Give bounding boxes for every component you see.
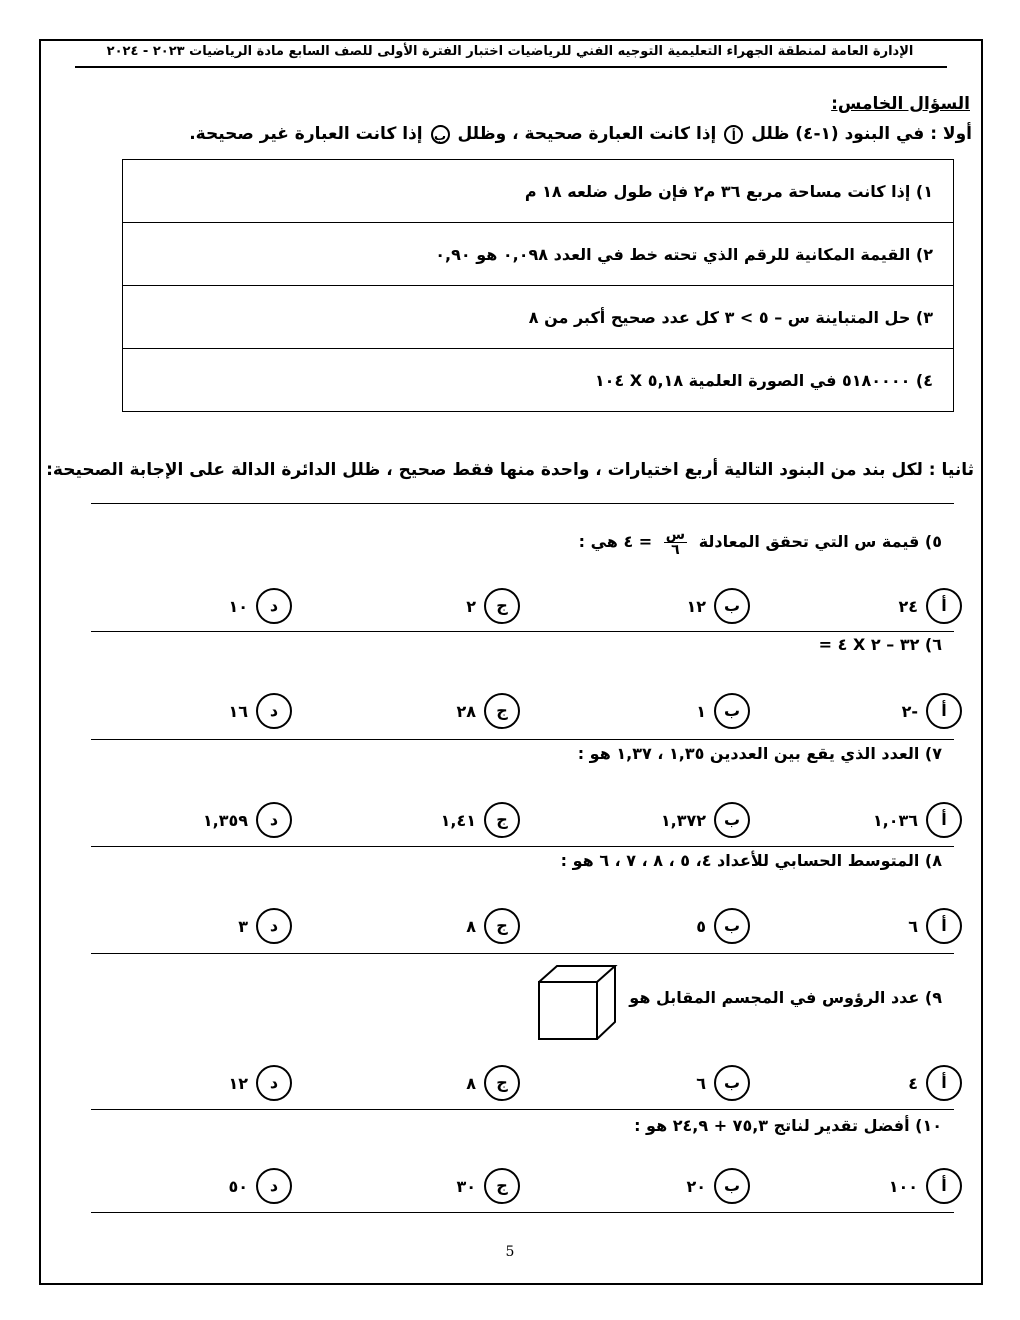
table-row [123, 286, 954, 349]
question-5-stem-after: = ٤ هي : [578, 532, 653, 551]
option-d[interactable] [203, 802, 292, 838]
option-a[interactable] [898, 588, 962, 624]
option-circle[interactable]: ج [484, 802, 520, 838]
option-circle[interactable]: أ [926, 908, 962, 944]
option-b[interactable] [696, 1065, 750, 1101]
option-d[interactable] [228, 693, 292, 729]
option-value: ٦ [696, 1073, 706, 1093]
option-d[interactable] [228, 1065, 292, 1101]
question-9-stem: ٩) عدد الرؤوس في المجسم المقابل هو [629, 988, 942, 1007]
option-b[interactable] [661, 802, 750, 838]
option-circle[interactable]: د [256, 588, 292, 624]
option-value: ٢٠ [686, 1176, 706, 1196]
option-b[interactable] [686, 588, 750, 624]
question-title: السؤال الخامس: [831, 94, 970, 114]
option-d[interactable] [228, 588, 292, 624]
option-circle[interactable]: د [256, 908, 292, 944]
option-value: ٦ [908, 916, 918, 936]
part-two-instruction: ثانيا : لكل بند من البنود التالية أربع اختيارات ، واحدة منها فقط صحيح ، ظلل الدائرة الدالة على الإجابة الصحيحة: [46, 460, 974, 480]
option-value: ١٠٠ [888, 1176, 918, 1196]
option-circle[interactable]: ب [714, 1065, 750, 1101]
option-value: ٥ [696, 916, 706, 936]
divider [91, 503, 954, 504]
option-circle[interactable]: ج [484, 1065, 520, 1101]
option-value: ١,٣٧٢ [660, 810, 706, 830]
part-one-instruction [189, 124, 972, 144]
option-c[interactable] [456, 693, 520, 729]
option-value: ٥٠ [228, 1176, 248, 1196]
question-7-options [90, 802, 970, 842]
option-value: ١٦ [228, 701, 248, 721]
table-row [123, 160, 954, 223]
option-b[interactable] [686, 1168, 750, 1204]
part-one-prefix: أولا : في البنود (١-٤) ظلل [751, 124, 972, 144]
option-value: ٢٤ [898, 596, 918, 616]
option-circle[interactable]: د [256, 693, 292, 729]
option-value: ١ [696, 701, 706, 721]
option-circle[interactable]: د [256, 1168, 292, 1204]
header-divider [75, 66, 947, 68]
option-value: ١٠ [228, 596, 248, 616]
option-circle[interactable]: أ [926, 1168, 962, 1204]
option-value: ٣٠ [456, 1176, 476, 1196]
option-circle[interactable]: أ [926, 588, 962, 624]
table-row [123, 349, 954, 412]
option-value: ٤ [908, 1073, 918, 1093]
question-8-options [90, 908, 970, 948]
fraction [664, 528, 687, 557]
option-a[interactable] [908, 908, 962, 944]
statement-2: ٢) القيمة المكانية للرقم الذي تحته خط في العدد ٠,٠٩٨ هو ٠,٩٠ [123, 223, 954, 286]
option-circle[interactable]: ب [714, 1168, 750, 1204]
question-6-stem: ٦) ٣٢ – ٢ X ٤ = [818, 635, 942, 654]
circle-a-icon: أ [724, 125, 743, 144]
option-b[interactable] [696, 693, 750, 729]
option-value: ٢٨ [456, 701, 476, 721]
option-value: ٨ [466, 1073, 476, 1093]
option-value: ١,٣٥٩ [202, 810, 248, 830]
statement-4: ٤) ٥١٨٠٠٠٠ في الصورة العلمية ٥,١٨ X ١٠٤ [123, 349, 954, 412]
option-circle[interactable]: أ [926, 802, 962, 838]
question-6-options [90, 693, 970, 733]
cube-icon [537, 964, 619, 1042]
question-5-options [90, 588, 970, 628]
option-a[interactable] [889, 1168, 962, 1204]
question-5-stem [579, 528, 942, 557]
option-value: ٣ [238, 916, 248, 936]
option-circle[interactable]: ج [484, 588, 520, 624]
question-10-stem: ١٠) أفضل تقدير لناتج ٧٥,٣ + ٢٤,٩ هو : [634, 1116, 942, 1135]
page-number: 5 [505, 1244, 515, 1260]
option-circle[interactable]: د [256, 802, 292, 838]
part-one-middle: إذا كانت العبارة صحيحة ، وظلل [457, 124, 717, 144]
divider [91, 953, 954, 954]
option-circle[interactable]: ب [714, 908, 750, 944]
option-value: ١,٠٣٦ [872, 810, 918, 830]
divider [91, 631, 954, 632]
option-value: -٢ [901, 701, 918, 721]
option-b[interactable] [696, 908, 750, 944]
option-circle[interactable]: ب [714, 693, 750, 729]
option-c[interactable] [466, 588, 520, 624]
option-circle[interactable]: ب [714, 802, 750, 838]
option-circle[interactable]: ج [484, 693, 520, 729]
page-header: الإدارة العامة لمنطقة الجهراء التعليمية التوجيه الفني للرياضيات اختبار الفترة الأولى للصف السابع مادة الرياضيات ٢٠٢٣ - ٢٠٢٤ [106, 44, 914, 59]
option-value: ٨ [466, 916, 476, 936]
option-c[interactable] [441, 802, 520, 838]
option-d[interactable] [238, 908, 292, 944]
statement-1: ١) إذا كانت مساحة مربع ٣٦ م٢ فإن طول ضلعه ١٨ م [123, 160, 954, 223]
option-circle[interactable]: ج [484, 1168, 520, 1204]
divider [91, 846, 954, 847]
option-d[interactable] [228, 1168, 292, 1204]
option-value: ١٢ [228, 1073, 248, 1093]
fraction-numerator: س [665, 527, 686, 543]
question-7-stem: ٧) العدد الذي يقع بين العددين ١,٣٥ ، ١,٣٧ هو : [577, 744, 942, 763]
question-5-stem-before: ٥) قيمة س التي تحقق المعادلة [698, 532, 942, 551]
option-a[interactable] [908, 1065, 962, 1101]
option-circle[interactable]: أ [926, 693, 962, 729]
statement-3: ٣) حل المتباينة س – ٥ > ٣ كل عدد صحيح أكبر من ٨ [123, 286, 954, 349]
option-a[interactable] [873, 802, 962, 838]
option-value: ٢ [466, 596, 476, 616]
question-10-options [90, 1168, 970, 1208]
question-9-options [90, 1065, 970, 1105]
option-a[interactable] [902, 693, 962, 729]
option-circle[interactable]: ج [484, 908, 520, 944]
option-circle[interactable]: ب [714, 588, 750, 624]
option-c[interactable] [456, 1168, 520, 1204]
option-c[interactable] [466, 908, 520, 944]
circle-b-icon: ب [431, 125, 450, 144]
divider [91, 739, 954, 740]
table-row [123, 223, 954, 286]
option-c[interactable] [466, 1065, 520, 1101]
option-circle[interactable]: أ [926, 1065, 962, 1101]
question-8-stem: ٨) المتوسط الحسابي للأعداد ٤، ٥ ، ٨ ، ٧ ، ٦ هو : [560, 851, 942, 870]
option-value: ١٢ [686, 596, 706, 616]
option-circle[interactable]: د [256, 1065, 292, 1101]
divider [91, 1212, 954, 1213]
part-one-suffix: إذا كانت العبارة غير صحيحة. [189, 124, 423, 144]
true-false-table [122, 159, 954, 412]
fraction-denominator: ٦ [671, 542, 680, 558]
divider [91, 1109, 954, 1110]
option-value: ١,٤١ [440, 810, 476, 830]
